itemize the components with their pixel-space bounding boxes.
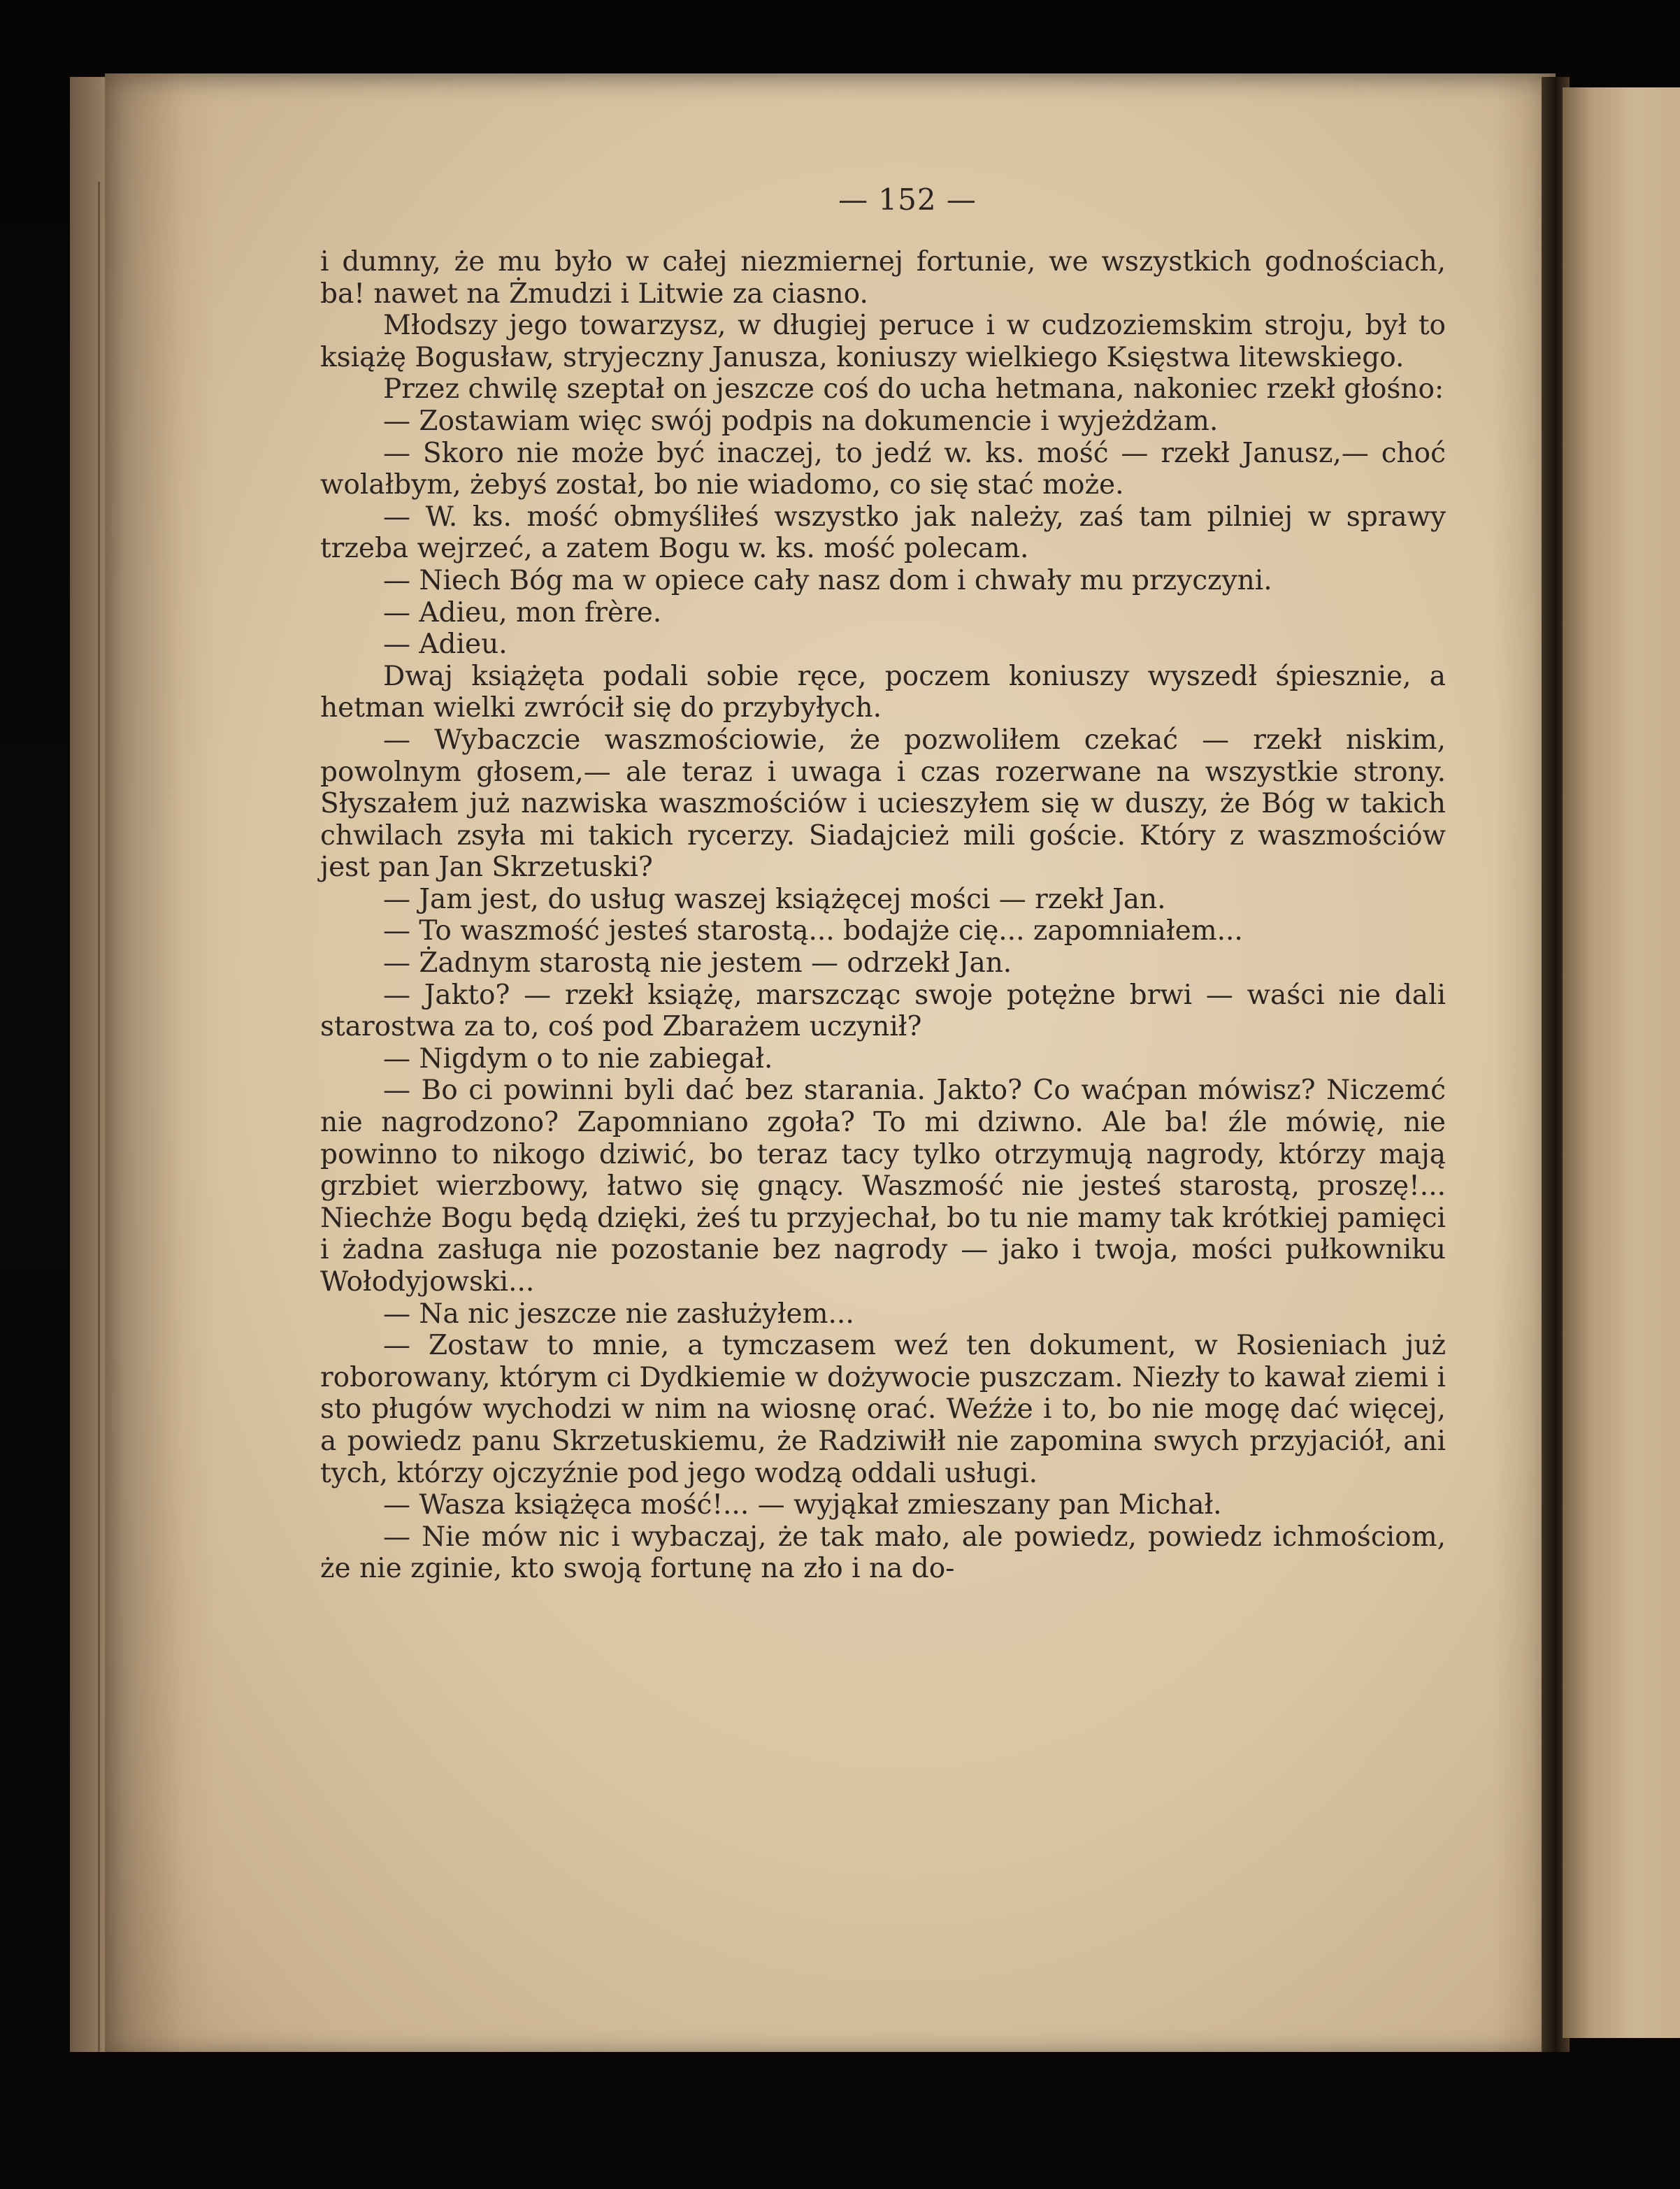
paragraph: — Nie mów nic i wybaczaj, że tak mało, ale powiedz, powiedz ichmościom, że nie zginie, kto swoją fortunę na zło i na do- [320,1521,1446,1585]
paragraph: — Nigdym o to nie zabiegał. [383,1042,773,1075]
paragraph: — Jam jest, do usług waszej książęcej mości — rzekł Jan. [383,883,1166,915]
paragraph: — Adieu, mon frère. [383,596,662,629]
page-number: — 152 — [838,182,977,217]
bottom-shadow [70,2052,1680,2189]
paragraph: — Zostaw to mnie, a tymczasem weź ten dokument, w Rosieniach już roborowany, którym ci Dydkiemie w dożywocie puszczam. Niezły to kawał ziemi i sto pługów wychodzi w nim na wiosnę orać. Weźże i to, bo nie mogę dać więcej, a powiedz panu Skrzetuskiemu, że Radziwiłł nie zapomina swych przyjaciół, ani tych, którzy ojczyźnie pod jego wodzą oddali usługi. [320,1330,1446,1489]
paragraph: Przez chwilę szeptał on jeszcze coś do ucha hetmana, nakoniec rzekł głośno: [383,373,1444,405]
paragraph: — To waszmość jesteś starostą... bodajże cię... zapomniałem... [383,915,1243,947]
page-text [320,183,1446,1585]
paragraph: — Żadnym starostą nie jestem — odrzekł Jan. [383,947,1012,979]
paragraph: — Adieu. [383,629,508,661]
paragraph: — Skoro nie może być inaczej, to jedź w. ks. mość — rzekł Janusz,— choć wolałbym, żebyś został, bo nie wiadomo, co się stać może. [320,437,1446,501]
paragraph: — Wasza książęca mość!... — wyjąkał zmieszany pan Michał. [383,1489,1222,1521]
paragraph: Dwaj książęta podali sobie ręce, poczem koniuszy wyszedł śpiesznie, a hetman wielki zwrócił się do przybyłych. [320,660,1446,724]
facing-page [1563,87,1680,2038]
paragraph: — W. ks. mość obmyśliłeś wszystko jak należy, zaś tam pilniej w sprawy trzeba wejrzeć, a zatem Bogu w. ks. mość polecam. [320,501,1446,565]
paragraph: Młodszy jego towarzysz, w długiej peruce i w cudzoziemskim stroju, był to książę Bogusław, stryjeczny Janusza, koniuszy wielkiego Księstwa litewskiego. [320,310,1446,373]
page-shade [105,73,217,2059]
paragraph: i dumny, że mu było w całej niezmiernej fortunie, we wszystkich godnościach, ba! nawet na Żmudzi i Litwie za ciasno. [320,246,1446,310]
paragraph: — Bo ci powinni byli dać bez starania. Jakto? Co waćpan mówisz? Niczemć nie nagrodzono? Zapomniano zgoła? To mi dziwno. Ale ba! źle mówię, nie powinno to nikogo dziwić, bo teraz tacy tylko otrzymują nagrody, którzy mają grzbiet wierzbowy, łatwo się gnący. Waszmość nie jesteś starostą, proszę!... Niechże Bogu będą dzięki, żeś tu przyjechał, bo tu nie mamy tak krótkiej pamięci i żadna zasługa nie pozostanie bez nagrody — jako i twoja, mości pułkowniku Wołodyjowski... [320,1075,1446,1298]
paragraph: — Zostawiam więc swój podpis na dokumencie i wyjeżdżam. [383,405,1219,437]
paragraph: — Jakto? — rzekł książę, marszcząc swoje potężne brwi — waści nie dali starostwa za to, coś pod Zbarażem uczynił? [320,979,1446,1043]
paragraph: — Niech Bóg ma w opiece cały nasz dom i chwały mu przyczyni. [383,564,1272,596]
paragraph: — Wybaczcie waszmościowie, że pozwoliłem czekać — rzekł niskim, powolnym głosem,— ale teraz i uwaga i czas rozerwane na wszystkie strony. Słyszałem już nazwiska waszmościów i ucieszyłem się w duszy, że Bóg w takich chwilach zsyła mi takich rycerzy. Siadajcież mili goście. Który z waszmościów jest pan Jan Skrzetuski? [320,724,1446,884]
binding-line [98,182,100,2069]
paragraph-list [320,246,1446,1585]
paragraph: — Na nic jeszcze nie zasłużyłem... [383,1298,854,1330]
